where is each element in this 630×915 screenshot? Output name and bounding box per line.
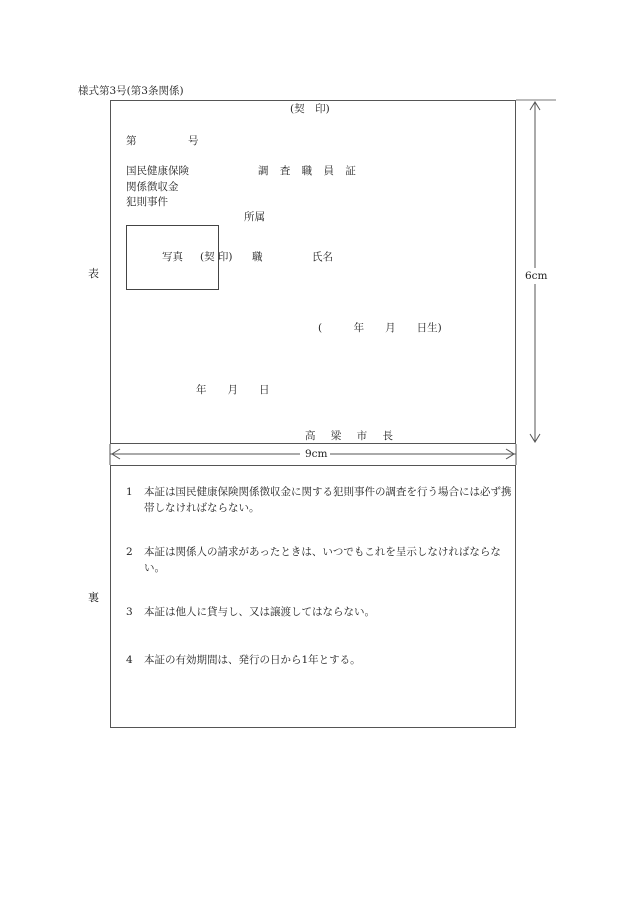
note-text: 本証は他人に貸与し、又は譲渡してはならない。	[144, 606, 375, 618]
note-text: 本証は関係人の請求があったときは、いつでもこれを呈示しなければならない。	[144, 546, 501, 574]
height-dimension-label: 6cm	[525, 270, 548, 282]
tally-seal-photo: (契 印)	[200, 251, 233, 263]
job-title-label: 職	[252, 251, 263, 263]
note-number: 3	[126, 606, 133, 618]
photo-label: 写真	[162, 251, 183, 263]
issue-date-line: 年 月 日	[196, 384, 270, 396]
note-number: 4	[126, 654, 133, 666]
number-suffix: 号	[188, 135, 199, 147]
number-label: 第	[126, 135, 137, 147]
back-side-label: 裏	[88, 591, 99, 604]
birth-date-line: ( 年 月 日生)	[318, 322, 442, 334]
tally-seal-top: (契 印)	[290, 103, 330, 115]
note-text: 本証の有効期間は、発行の日から1年とする。	[144, 654, 361, 666]
issuer-label: 高 梁 市 長	[305, 430, 400, 442]
note-number: 2	[126, 546, 133, 558]
note-number: 1	[126, 486, 133, 498]
org-line-3: 犯則事件	[126, 196, 168, 208]
org-line-1: 国民健康保険	[126, 165, 189, 177]
affiliation-label: 所属	[244, 211, 265, 223]
front-side-label: 表	[88, 267, 99, 280]
note-text: 本証は国民健康保険関係徴収金に関する犯則事件の調査を行う場合には必ず携帯しなければならない。	[144, 486, 512, 514]
width-dimension-label: 9cm	[305, 448, 328, 460]
form-title: 様式第3号(第3条関係)	[78, 85, 184, 97]
org-line-2: 関係徴収金	[126, 181, 179, 193]
name-label: 氏名	[312, 251, 333, 263]
card-title: 調 査 職 員 証	[258, 165, 360, 177]
